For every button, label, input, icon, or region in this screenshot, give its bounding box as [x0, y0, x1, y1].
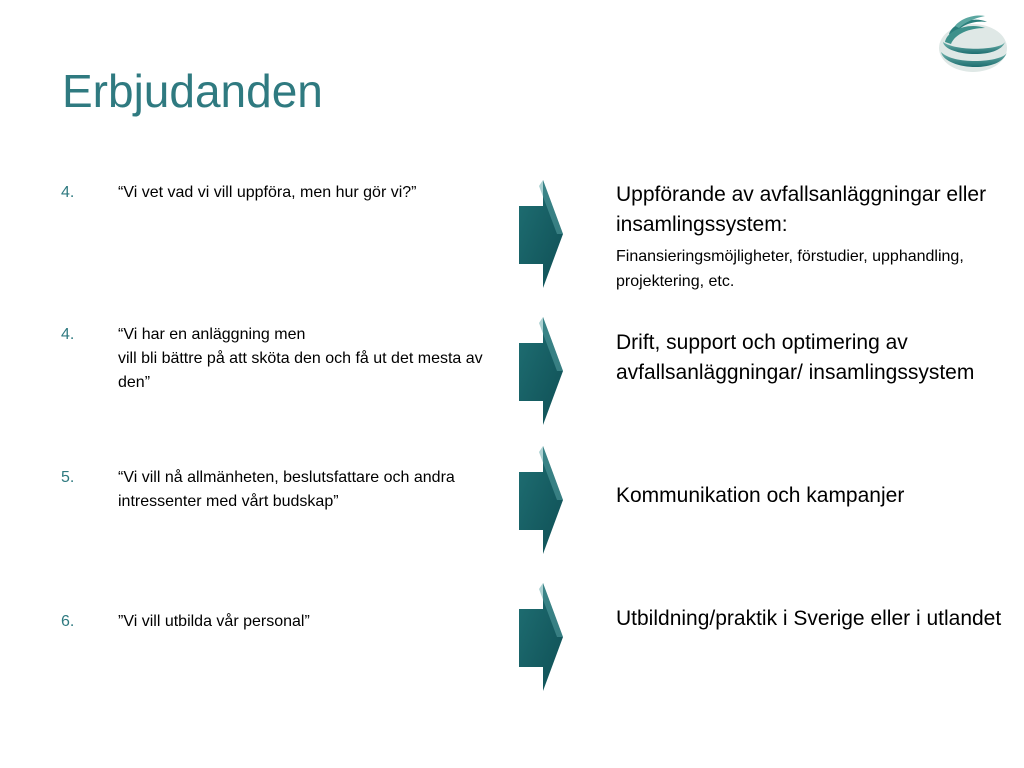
list-number: 5.	[61, 469, 75, 486]
offer-block	[616, 604, 1016, 634]
list-number: 6.	[61, 613, 75, 630]
offer-block	[616, 180, 1016, 294]
customer-quote: ”Vi vill utbilda vår personal”	[118, 613, 310, 630]
list-number: 4.	[61, 326, 75, 343]
offer-title: Uppförande av avfallsanläggningar eller insamlingssystem:	[616, 183, 987, 236]
offer-title: Utbildning/praktik i Sverige eller i utlandet	[616, 607, 1002, 630]
company-logo-icon	[935, 12, 1011, 78]
customer-quote: “Vi vet vad vi vill uppföra, men hur gör vi?”	[118, 184, 417, 201]
offer-title: Kommunikation och kampanjer	[616, 484, 905, 507]
offer-block	[616, 481, 1016, 511]
arrow-right-icon	[517, 317, 565, 425]
slide-title: Erbjudanden	[62, 65, 323, 117]
customer-quote: “Vi vill nå allmänheten, beslutsfattare och andra intressenter med vårt budskap”	[118, 469, 455, 510]
arrow-right-icon	[517, 446, 565, 554]
offer-detail: Finansieringsmöjligheter, förstudier, upphandling, projektering, etc.	[616, 248, 964, 290]
customer-quote: “Vi har en anläggning men vill bli bättre på att sköta den och få ut det mesta av den”	[118, 326, 483, 391]
list-number: 4.	[61, 184, 75, 201]
offer-title: Drift, support och optimering av avfallsanläggningar/ insamlingssystem	[616, 331, 975, 384]
arrow-right-icon	[517, 583, 565, 691]
offer-block	[616, 328, 1016, 388]
arrow-right-icon	[517, 180, 565, 288]
